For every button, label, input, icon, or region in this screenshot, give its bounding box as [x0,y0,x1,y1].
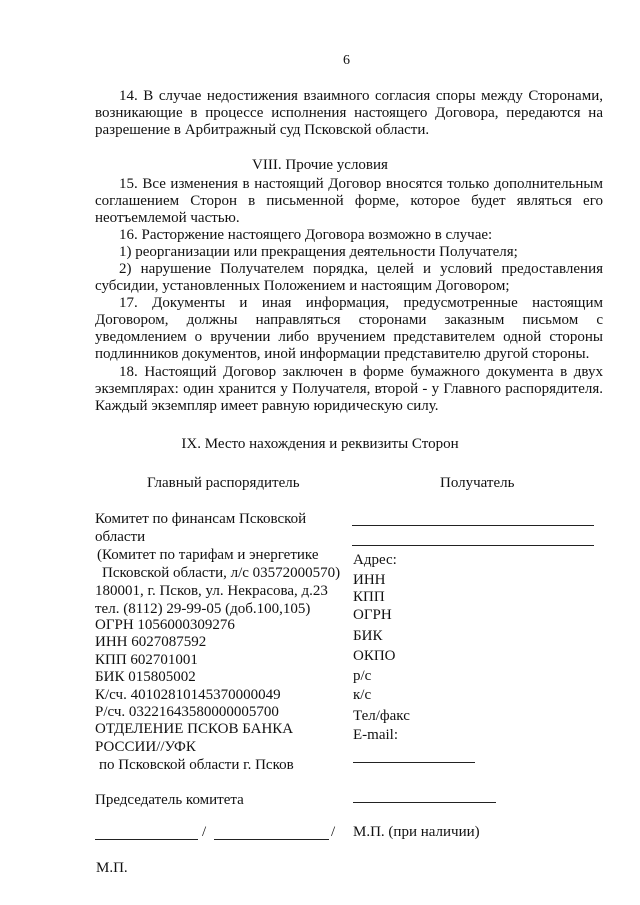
clause-16: 16. Расторжение настоящего Договора возможно в случае: [119,227,493,243]
clause-17: 17. Документы и иная информация, предусмотренные настоящим Договором, должны направляться сторонами заказным письмом с уведомлением о вручении либо вручением представителем одной стороны подлинников документов, иной информации представителю другой стороны. [95,295,603,362]
recipient-field-ogrn: ОГРН [353,607,392,623]
left-detail-5: 180001, г. Псков, ул. Некрасова, д.23 [95,583,328,599]
left-detail-11: К/сч. 40102810145370000049 [95,687,281,703]
recipient-field-corr-account: к/с [353,687,372,703]
section-9-heading: IX. Место нахождения и реквизиты Сторон [181,436,459,452]
clause-18: 18. Настоящий Договор заключен в форме бумажного документа в двух экземплярах: один хранится у Получателя, второй - у Главного распорядителя. Каждый экземпляр имеет равную юридическую силу. [95,364,603,414]
chairman-name-line [214,839,329,840]
recipient-field-kpp: КПП [353,589,385,605]
recipient-field-inn: ИНН [353,572,386,588]
clause-16-item-2: 2) нарушение Получателем порядка, целей и условий предоставления субсидии, установленных Положением и настоящим Договором; [95,261,603,294]
left-detail-4: Псковской области, л/с 03572000570) [102,565,341,581]
left-detail-14: РОССИИ//УФК [95,739,196,755]
left-detail-6: тел. (8112) 29-99-05 (доб.100,105) [95,601,311,617]
recipient-name-line-2 [352,545,594,546]
left-detail-2: области [95,529,146,545]
recipient-name-line-1 [352,525,594,526]
left-detail-8: ИНН 6027087592 [95,634,207,650]
left-detail-12: Р/сч. 03221643580000005700 [95,704,279,720]
left-detail-1: Комитет по финансам Псковской [95,511,307,527]
section-8-heading: VIII. Прочие условия [252,157,388,173]
recipient-field-okpo: ОКПО [353,648,396,664]
left-detail-10: БИК 015805002 [95,669,196,685]
left-detail-3: (Комитет по тарифам и энергетике [97,547,319,563]
recipient-field-phone-fax: Тел/факс [353,708,410,724]
left-detail-15: по Псковской области г. Псков [99,757,294,773]
right-party-header: Получатель [440,475,515,491]
signature-slash-1: / [202,824,207,840]
recipient-field-bik: БИК [353,628,383,644]
left-detail-9: КПП 602701001 [95,652,198,668]
clause-14: 14. В случае недостижения взаимного согласия споры между Сторонами, возникающие в процессе исполнения настоящего Договора, передаются на разрешение в Арбитражный суд Псковской области. [95,88,603,138]
left-party-header: Главный распорядитель [147,475,300,491]
signature-slash-2: / [331,824,336,840]
recipient-stamp-label: М.П. (при наличии) [353,824,480,840]
page-number: 6 [343,53,350,68]
left-detail-13: ОТДЕЛЕНИЕ ПСКОВ БАНКА [95,721,294,737]
clause-15: 15. Все изменения в настоящий Договор вносятся только дополнительным соглашением Сторон в письменной форме, которое будет являться его неотъемлемой частью. [95,176,603,226]
recipient-field-account: р/с [353,668,372,684]
chairman-signature-line [95,839,198,840]
recipient-position-line [353,762,475,763]
recipient-field-address: Адрес: [353,552,397,568]
recipient-signature-line [353,802,496,803]
left-detail-7: ОГРН 1056000309276 [95,617,235,633]
chairman-label: Председатель комитета [95,792,244,808]
stamp-label: М.П. [96,860,128,876]
clause-16-item-1: 1) реорганизации или прекращения деятельности Получателя; [119,244,518,260]
recipient-field-email: E-mail: [353,727,398,743]
